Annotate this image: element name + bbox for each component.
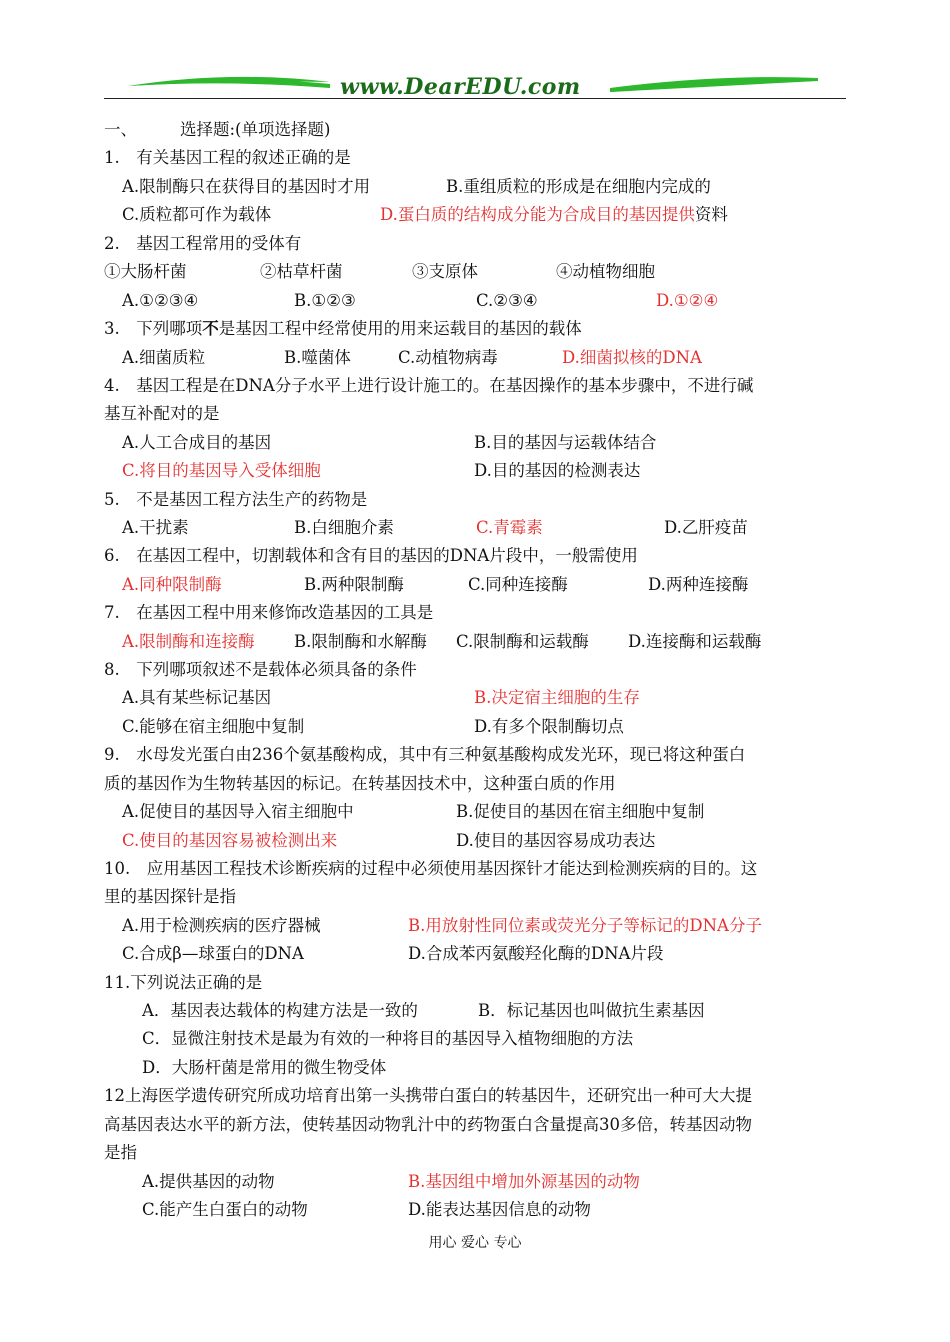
q4-stem-line2: 基互补配对的是 <box>104 404 220 423</box>
q9-option-d: D.使目的基因容易成功表达 <box>456 831 656 850</box>
section-number: 一、 <box>104 120 137 139</box>
q1-answer: D.蛋白质的结构成分能为合成目的基因提供 <box>380 205 695 224</box>
q6-option-c: C.同种连接酶 <box>468 575 568 594</box>
q6-answer: A.同种限制酶 <box>122 575 222 594</box>
q12-option-d: D.能表达基因信息的动物 <box>408 1200 591 1219</box>
q2-answer: D.①②④ <box>656 291 719 310</box>
q2-item-4: ④动植物细胞 <box>556 262 655 281</box>
q3-stem <box>104 315 582 343</box>
q2-stem: 2. 基因工程常用的受体有 <box>104 234 302 253</box>
page-footer: 用心 爱心 专心 <box>428 1235 522 1251</box>
header-divider <box>104 98 846 99</box>
q2-item-3: ③支原体 <box>412 262 478 281</box>
q3-stem-pre: 3. 下列哪项 <box>104 319 203 338</box>
q5-stem: 5. 不是基因工程方法生产的药物是 <box>104 490 368 509</box>
q8-option-d: D.有多个限制酶切点 <box>474 717 624 736</box>
q1-option-b: B.重组质粒的形成是在细胞内完成的 <box>446 177 711 196</box>
q4-option-b: B.目的基因与运载体结合 <box>474 433 657 452</box>
q3-option-b: B.噬菌体 <box>284 348 351 367</box>
q10-option-d: D.合成苯丙氨酸羟化酶的DNA片段 <box>408 944 664 963</box>
q2-option-a: A.①②③④ <box>122 291 199 310</box>
q12-option-a: A.提供基因的动物 <box>142 1172 275 1191</box>
q4-answer: C.将目的基因导入受体细胞 <box>122 461 321 480</box>
q1-option-d <box>380 201 728 229</box>
q11-option-d: D．大肠杆菌是常用的微生物受体 <box>142 1058 387 1077</box>
q3-stem-post: 是基因工程中经常使用的用来运载目的基因的载体 <box>218 319 582 338</box>
q9-stem-line2: 质的基因作为生物转基因的标记。在转基因技术中，这种蛋白质的作用 <box>104 774 616 793</box>
q3-stem-not: 不 <box>202 319 219 338</box>
q11-option-a: A．基因表达载体的构建方法是一致的 <box>142 1001 418 1020</box>
q10-option-a: A.用于检测疾病的医疗器械 <box>122 916 321 935</box>
q1-option-a: A.限制酶只在获得目的基因时才用 <box>122 177 371 196</box>
q5-option-b: B.白细胞介素 <box>294 518 394 537</box>
q4-stem-line1: 4. 基因工程是在DNA分子水平上进行设计施工的。在基因操作的基本步骤中，不进行碱 <box>104 376 754 395</box>
q2-item-1: ①大肠杆菌 <box>104 262 187 281</box>
q4-option-d: D.目的基因的检测表达 <box>474 461 641 480</box>
q8-answer: B.决定宿主细胞的生存 <box>474 688 640 707</box>
q10-stem-line1: 10. 应用基因工程技术诊断疾病的过程中必须使用基因探针才能达到检测疾病的目的。这 <box>104 859 758 878</box>
q2-option-b: B.①②③ <box>294 291 356 310</box>
q10-option-c: C.合成β—球蛋白的DNA <box>122 944 304 963</box>
q1-option-c: C.质粒都可作为载体 <box>122 205 272 224</box>
q7-answer: A.限制酶和连接酶 <box>122 632 255 651</box>
q3-answer: D.细菌拟核的DNA <box>562 348 702 367</box>
q3-option-a: A.细菌质粒 <box>122 348 206 367</box>
q6-option-d: D.两种连接酶 <box>648 575 749 594</box>
q6-stem: 6. 在基因工程中，切割载体和含有目的基因的DNA片段中，一般需使用 <box>104 546 638 565</box>
page-header <box>0 0 950 110</box>
q11-stem: 11.下列说法正确的是 <box>104 973 263 992</box>
q4-option-a: A.人工合成目的基因 <box>122 433 272 452</box>
site-logo[interactable]: www.DearEDU.com <box>340 74 581 100</box>
q2-option-c: C.②③④ <box>476 291 538 310</box>
q12-stem-line3: 是指 <box>104 1143 137 1162</box>
q11-option-b: B．标记基因也叫做抗生素基因 <box>478 1001 705 1020</box>
q11-option-c: C．显微注射技术是最为有效的一种将目的基因导入植物细胞的方法 <box>142 1029 634 1048</box>
q10-answer: B.用放射性同位素或荧光分子等标记的DNA分子 <box>408 916 762 935</box>
q9-answer: C.使目的基因容易被检测出来 <box>122 831 338 850</box>
q9-stem-line1: 9. 水母发光蛋白由236个氨基酸构成，其中有三种氨基酸构成发光环，现已将这种蛋白 <box>104 745 746 764</box>
section-title: 选择题:(单项选择题) <box>180 120 331 139</box>
q7-option-b: B.限制酶和水解酶 <box>294 632 427 651</box>
q12-option-c: C.能产生白蛋白的动物 <box>142 1200 308 1219</box>
q8-option-a: A.具有某些标记基因 <box>122 688 272 707</box>
q12-stem-line2: 高基因表达水平的新方法，使转基因动物乳汁中的药物蛋白含量提高30多倍，转基因动物 <box>104 1115 752 1134</box>
q6-option-b: B.两种限制酶 <box>304 575 404 594</box>
q1-option-d-tail: 资料 <box>694 205 728 224</box>
q5-answer: C.青霉素 <box>476 518 543 537</box>
q7-option-c: C.限制酶和运载酶 <box>456 632 589 651</box>
q12-stem-line1: 12上海医学遗传研究所成功培育出第一头携带白蛋白的转基因牛，还研究出一种可大大提 <box>104 1086 752 1105</box>
q7-stem: 7. 在基因工程中用来修饰改造基因的工具是 <box>104 603 434 622</box>
q8-option-c: C.能够在宿主细胞中复制 <box>122 717 305 736</box>
q7-option-d: D.连接酶和运载酶 <box>628 632 762 651</box>
q9-option-a: A.促使目的基因导入宿主细胞中 <box>122 802 354 821</box>
q12-answer: B.基因组中增加外源基因的动物 <box>408 1172 640 1191</box>
q9-option-b: B.促使目的基因在宿主细胞中复制 <box>456 802 705 821</box>
q8-stem: 8. 下列哪项叙述不是载体必须具备的条件 <box>104 660 417 679</box>
q10-stem-line2: 里的基因探针是指 <box>104 887 236 906</box>
q1-stem: 1. 有关基因工程的叙述正确的是 <box>104 148 351 167</box>
q5-option-a: A.干扰素 <box>122 518 189 537</box>
q2-item-2: ②枯草杆菌 <box>260 262 343 281</box>
q5-option-d: D.乙肝疫苗 <box>664 518 748 537</box>
q3-option-c: C.动植物病毒 <box>398 348 498 367</box>
